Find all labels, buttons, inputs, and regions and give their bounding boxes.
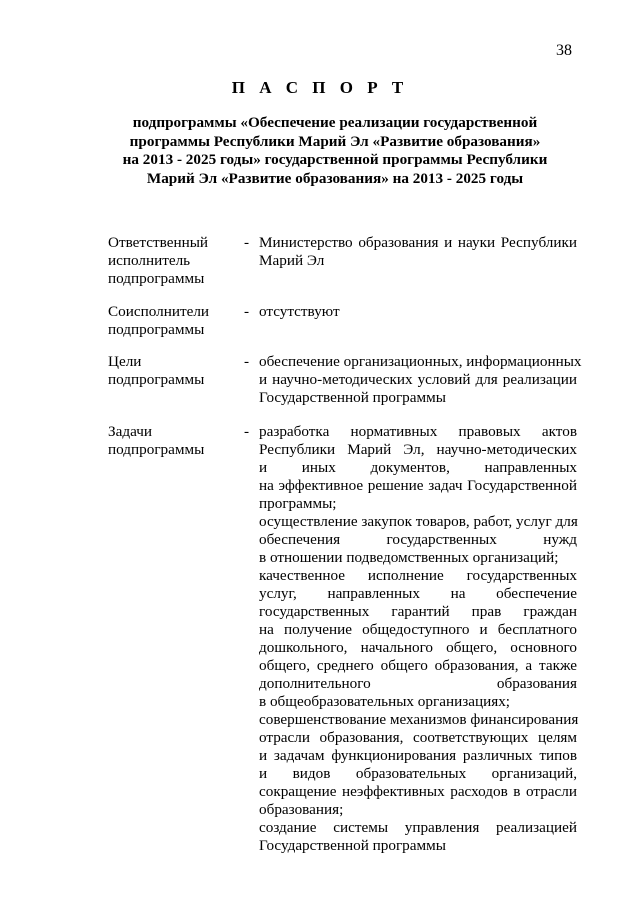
content-line: и задачам функционирования различных типов: [259, 747, 577, 764]
content-line: и видов образовательных организаций,: [259, 765, 577, 782]
row-content: [259, 423, 577, 855]
row-label: [108, 423, 238, 459]
content-line: общего, среднего общего образования, а также: [259, 657, 577, 674]
label-line: Ответственный: [108, 234, 209, 251]
content-line: в отношении подведомственных организаций;: [259, 549, 559, 566]
content-line: осуществление закупок товаров, работ, услуг для: [259, 513, 578, 530]
row-dash: -: [244, 353, 250, 370]
row-content: [259, 353, 582, 407]
row-label: [108, 234, 238, 288]
content-line: в общеобразовательных организациях;: [259, 693, 511, 710]
content-line: Республики Марий Эл, научно-методических: [259, 441, 577, 458]
content-line: совершенствование механизмов финансирования: [259, 711, 579, 728]
content-line: услуг, направленных на обеспечение: [259, 585, 577, 602]
subtitle-line: подпрограммы «Обеспечение реализации государственной: [132, 114, 538, 131]
label-line: Соисполнители: [108, 303, 210, 320]
row-content: [259, 303, 577, 321]
label-line: подпрограммы: [108, 270, 205, 287]
content-line: дополнительного образования: [259, 675, 577, 692]
label-line: подпрограммы: [108, 441, 205, 458]
content-line: и научно-методических условий для реализации: [259, 371, 577, 388]
content-line: качественное исполнение государственных: [259, 567, 577, 584]
content-line: государственных гарантий прав граждан: [259, 603, 577, 620]
row-dash: -: [244, 303, 250, 320]
subtitle-line: Марий Эл «Развитие образования» на 2013 - 2025 годы: [146, 169, 524, 187]
content-line: на получение общедоступного и бесплатного: [259, 621, 577, 638]
content-line: на эффективное решение задач Государственной: [259, 477, 577, 494]
content-line: сокращение неэффективных расходов в отрасли: [259, 783, 577, 800]
content-line: образования;: [259, 801, 344, 818]
content-line: программы;: [259, 495, 337, 512]
content-line: Министерство образования и науки Республики: [259, 234, 577, 251]
content-line: Государственной программы: [259, 389, 446, 406]
content-line: обеспечения государственных нужд: [259, 531, 577, 548]
content-line: отрасли образования, соответствующих целям: [259, 729, 577, 746]
content-line: разработка нормативных правовых актов: [259, 423, 577, 440]
content-line: дошкольного, начального общего, основного: [259, 639, 577, 656]
row-dash: -: [244, 234, 250, 251]
row-label: [108, 303, 238, 339]
label-line: исполнитель: [108, 252, 191, 269]
content-line: отсутствуют: [259, 303, 340, 320]
content-line: и иных документов, направленных: [259, 459, 577, 476]
subtitle-line: на 2013 - 2025 годы» государственной программы Республики: [122, 151, 548, 168]
page-number: 38: [556, 42, 572, 59]
content-line: Марий Эл: [259, 252, 325, 269]
row-dash: -: [244, 423, 250, 440]
row-label: [108, 353, 238, 389]
label-line: Цели: [108, 353, 142, 370]
label-line: подпрограммы: [108, 321, 205, 338]
subtitle-line: программы Республики Марий Эл «Развитие образования»: [129, 132, 541, 150]
content-line: создание системы управления реализацией: [259, 819, 577, 836]
row-content: [259, 234, 577, 270]
content-line: Государственной программы: [259, 837, 446, 854]
content-line: обеспечение организационных, информационных: [259, 353, 582, 370]
document-title: П А С П О Р Т: [231, 78, 409, 97]
label-line: подпрограммы: [108, 371, 205, 388]
label-line: Задачи: [108, 423, 152, 440]
document-subtitle: [100, 114, 570, 188]
